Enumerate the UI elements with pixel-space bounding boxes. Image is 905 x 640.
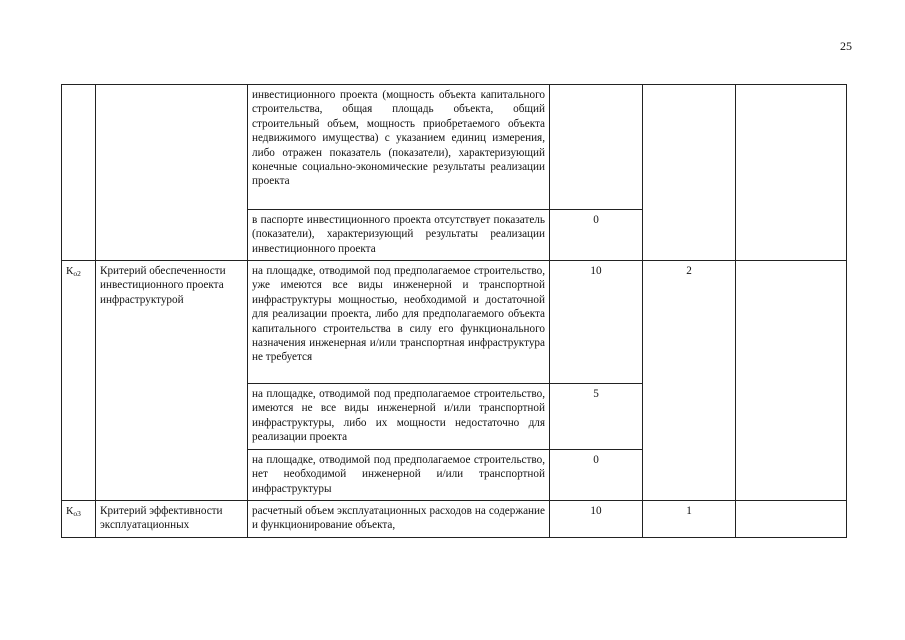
- criterion-extra-cell: [736, 85, 847, 261]
- page-number: 25: [840, 39, 852, 53]
- criterion-weight: 1: [643, 501, 736, 538]
- option-score: [550, 85, 643, 210]
- criterion-name-cell: Критерий обеспеченности инвестиционного проекта инфраструктурой: [96, 261, 248, 501]
- option-description: на площадке, отводимой под предполагаемое строительство, нет необходимой инженерной и/или транспортной инфраструктуры: [248, 450, 550, 501]
- criterion-code-cell: [62, 85, 96, 261]
- option-description: на площадке, отводимой под предполагаемое строительство, уже имеются все виды инженерной и транспортной инфраструктуры мощностью, необходимой и достаточной для реализации проекта, либо для предполагаемого объекта капитального строительства в силу его функционального назначения инженерная и/или транспортная инфраструктура не требуется: [248, 261, 550, 384]
- table-row: [62, 261, 847, 384]
- option-description: на площадке, отводимой под предполагаемое строительство, имеются не все виды инженерной и/или транспортной инфраструктуры, либо их мощности недостаточно для реализации проекта: [248, 384, 550, 450]
- criterion-weight: [643, 85, 736, 261]
- table-row: [62, 85, 847, 210]
- criterion-code-subscript: o2: [73, 269, 81, 278]
- criterion-name-cell: Критерий эффективности эксплуатационных: [96, 501, 248, 538]
- criterion-code-letter: К: [66, 265, 74, 277]
- table-row: [62, 501, 847, 538]
- option-score: 0: [550, 210, 643, 261]
- option-score: 10: [550, 501, 643, 538]
- option-description: расчетный объем эксплуатационных расходов на содержание и функционирование объекта,: [248, 501, 550, 538]
- criteria-table: [61, 84, 847, 538]
- criterion-name-cell: [96, 85, 248, 261]
- option-description: в паспорте инвестиционного проекта отсутствует показатель (показатели), характеризующий результаты реализации инвестиционного проекта: [248, 210, 550, 261]
- criterion-extra-cell: [736, 261, 847, 501]
- option-score: 5: [550, 384, 643, 450]
- criterion-code-cell: [62, 261, 96, 501]
- option-score: 10: [550, 261, 643, 384]
- criterion-extra-cell: [736, 501, 847, 538]
- option-score: 0: [550, 450, 643, 501]
- criterion-code-letter: К: [66, 505, 74, 517]
- option-description: инвестиционного проекта (мощность объекта капитального строительства, общая площадь объекта, общий строительный объем, мощность приобретаемого объекта недвижимого имущества) с указанием единиц измерения, либо отражен показатель (показатели), характеризующий конечные социально-экономические результаты реализации проекта: [248, 85, 550, 210]
- criterion-weight: 2: [643, 261, 736, 501]
- criterion-code-cell: [62, 501, 96, 538]
- criterion-code-subscript: o3: [73, 509, 81, 518]
